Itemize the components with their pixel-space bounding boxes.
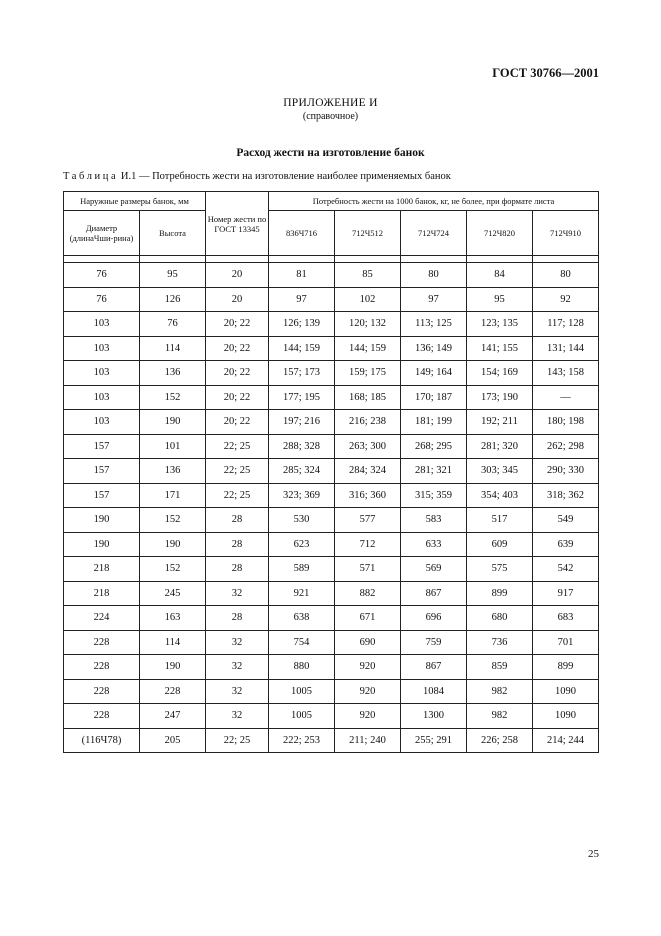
table-cell: 103 (64, 410, 140, 435)
table-cell: 152 (140, 385, 206, 410)
table-row (64, 532, 599, 557)
gap-cell (64, 256, 140, 263)
table-cell: 168; 185 (335, 385, 401, 410)
header-consumption: Потребность жести на 1000 банок, кг, не более, при формате листа (269, 192, 599, 211)
table-cell: 81 (269, 263, 335, 288)
table-cell: 1005 (269, 704, 335, 729)
table-cell: 318; 362 (533, 483, 599, 508)
table-cell: 671 (335, 606, 401, 631)
table-row (64, 459, 599, 484)
table-cell: 85 (335, 263, 401, 288)
table-cell: 712 (335, 532, 401, 557)
table-cell: 211; 240 (335, 728, 401, 753)
table-cell: 20 (206, 287, 269, 312)
table-cell: 1090 (533, 704, 599, 729)
table-cell: 917 (533, 581, 599, 606)
table-cell: 982 (467, 704, 533, 729)
table-row (64, 410, 599, 435)
header-format: 712Ч724 (401, 211, 467, 256)
table-cell: 867 (401, 581, 467, 606)
header-height: Высота (140, 211, 206, 256)
table-cell: 80 (533, 263, 599, 288)
table-cell: 633 (401, 532, 467, 557)
table-cell: 290; 330 (533, 459, 599, 484)
table-cell: 288; 328 (269, 434, 335, 459)
table-cell: 28 (206, 557, 269, 582)
table-cell: 920 (335, 704, 401, 729)
table-cell: 1084 (401, 679, 467, 704)
table-cell: 899 (467, 581, 533, 606)
table-cell: 157 (64, 459, 140, 484)
table-cell: 228 (64, 655, 140, 680)
table-cell: 569 (401, 557, 467, 582)
gap-cell (335, 256, 401, 263)
table-cell: 103 (64, 385, 140, 410)
table-cell: 102 (335, 287, 401, 312)
table-cell: 701 (533, 630, 599, 655)
table-cell: 141; 155 (467, 336, 533, 361)
table-row (64, 508, 599, 533)
table-cell: 354; 403 (467, 483, 533, 508)
table-cell: 575 (467, 557, 533, 582)
table-row (64, 704, 599, 729)
table-cell: 152 (140, 557, 206, 582)
table-cell: 144; 159 (335, 336, 401, 361)
table-row (64, 483, 599, 508)
table-cell: 136 (140, 361, 206, 386)
table-cell: 173; 190 (467, 385, 533, 410)
table-cell: 882 (335, 581, 401, 606)
table-cell: 113; 125 (401, 312, 467, 337)
table-cell: 103 (64, 361, 140, 386)
table-cell: 32 (206, 581, 269, 606)
table-cell: 1005 (269, 679, 335, 704)
table-cell: 190 (140, 655, 206, 680)
header-tin-number: Номер жести по ГОСТ 13345 (206, 192, 269, 256)
table-cell: 22; 25 (206, 459, 269, 484)
table-cell: 1090 (533, 679, 599, 704)
table-cell: 143; 158 (533, 361, 599, 386)
table-cell: 149; 164 (401, 361, 467, 386)
table-cell: 152 (140, 508, 206, 533)
table-cell: 20; 22 (206, 361, 269, 386)
table-cell: 126; 139 (269, 312, 335, 337)
table-cell: 222; 253 (269, 728, 335, 753)
table-cell: 190 (64, 508, 140, 533)
table-cell: 683 (533, 606, 599, 631)
table-cell: 80 (401, 263, 467, 288)
header-diameter: Диаметр (длинаЧши-рина) (64, 211, 140, 256)
table-cell: 92 (533, 287, 599, 312)
table-cell: 228 (64, 630, 140, 655)
table-cell: 899 (533, 655, 599, 680)
table-cell: 154; 169 (467, 361, 533, 386)
table-cell: 281; 321 (401, 459, 467, 484)
table-cell: 123; 135 (467, 312, 533, 337)
gap-cell (401, 256, 467, 263)
consumption-table (63, 191, 599, 753)
table-row (64, 385, 599, 410)
table-cell: 245 (140, 581, 206, 606)
appendix-subtitle: (справочное) (302, 111, 359, 122)
table-cell: 205 (140, 728, 206, 753)
table-cell: 228 (140, 679, 206, 704)
table-row (64, 336, 599, 361)
table-cell: 190 (64, 532, 140, 557)
table-cell: 84 (467, 263, 533, 288)
table-cell: 982 (467, 679, 533, 704)
table-cell: 571 (335, 557, 401, 582)
table-cell: 549 (533, 508, 599, 533)
table-cell: 759 (401, 630, 467, 655)
document-code: ГОСТ 30766—2001 (492, 66, 599, 80)
table-cell: 192; 211 (467, 410, 533, 435)
table-cell: 32 (206, 679, 269, 704)
table-cell: 163 (140, 606, 206, 631)
table-cell: 315; 359 (401, 483, 467, 508)
table-cell: 197; 216 (269, 410, 335, 435)
gap-cell (206, 256, 269, 263)
table-cell: 190 (140, 410, 206, 435)
table-cell: 76 (64, 287, 140, 312)
table-cell: 180; 198 (533, 410, 599, 435)
table-row (64, 263, 599, 288)
table-cell: 268; 295 (401, 434, 467, 459)
table-row (64, 557, 599, 582)
gap-cell (269, 256, 335, 263)
table-cell: 284; 324 (335, 459, 401, 484)
table-cell: 120; 132 (335, 312, 401, 337)
table-cell: 867 (401, 655, 467, 680)
table-cell: 136 (140, 459, 206, 484)
gap-cell (140, 256, 206, 263)
table-cell: 589 (269, 557, 335, 582)
table-cell: 103 (64, 312, 140, 337)
table-row (64, 606, 599, 631)
table-cell: 542 (533, 557, 599, 582)
table-cell: 95 (467, 287, 533, 312)
table-cell: 97 (269, 287, 335, 312)
table-row (64, 434, 599, 459)
table-cell: 126 (140, 287, 206, 312)
table-cell: 218 (64, 557, 140, 582)
table-cell: 316; 360 (335, 483, 401, 508)
gap-cell (467, 256, 533, 263)
table-row (64, 679, 599, 704)
table-cell: 577 (335, 508, 401, 533)
appendix-title: ПРИЛОЖЕНИЕ И (283, 97, 378, 109)
header-format: 712Ч820 (467, 211, 533, 256)
table-cell: 285; 324 (269, 459, 335, 484)
table-cell: 157 (64, 434, 140, 459)
header-format: 712Ч512 (335, 211, 401, 256)
table-cell: 22; 25 (206, 728, 269, 753)
table-cell: 32 (206, 655, 269, 680)
table-cell: 583 (401, 508, 467, 533)
table-cell: 20 (206, 263, 269, 288)
table-cell: 263; 300 (335, 434, 401, 459)
table-cell: 136; 149 (401, 336, 467, 361)
table-cell: 76 (140, 312, 206, 337)
table-cell: 920 (335, 655, 401, 680)
table-cell: 76 (64, 263, 140, 288)
table-cell: 181; 199 (401, 410, 467, 435)
table-cell: 639 (533, 532, 599, 557)
table-cell: (116Ч78) (64, 728, 140, 753)
table-row (64, 728, 599, 753)
table-cell: 97 (401, 287, 467, 312)
table-cell: 190 (140, 532, 206, 557)
table-cell: 32 (206, 704, 269, 729)
page-number: 25 (588, 848, 599, 860)
table-cell: 170; 187 (401, 385, 467, 410)
table-cell: 22; 25 (206, 434, 269, 459)
table-cell: 20; 22 (206, 385, 269, 410)
table-cell: 736 (467, 630, 533, 655)
caption-label: Таблица (63, 171, 119, 182)
table-cell: 609 (467, 532, 533, 557)
table-cell: 623 (269, 532, 335, 557)
table-row (64, 312, 599, 337)
table-cell: 228 (64, 704, 140, 729)
table-cell: 690 (335, 630, 401, 655)
table-cell: 226; 258 (467, 728, 533, 753)
table-cell: 22; 25 (206, 483, 269, 508)
table-cell: 131; 144 (533, 336, 599, 361)
table-cell: 20; 22 (206, 312, 269, 337)
table-cell: 216; 238 (335, 410, 401, 435)
table-cell: 20; 22 (206, 410, 269, 435)
table-cell: 921 (269, 581, 335, 606)
table-cell: 530 (269, 508, 335, 533)
table-cell: 20; 22 (206, 336, 269, 361)
header-gap-row (64, 256, 599, 263)
caption-number: И.1 (120, 171, 137, 182)
table-cell: 323; 369 (269, 483, 335, 508)
table-cell: 114 (140, 630, 206, 655)
table-cell: 157 (64, 483, 140, 508)
table-cell: 28 (206, 532, 269, 557)
table-cell: 177; 195 (269, 385, 335, 410)
table-cell: 680 (467, 606, 533, 631)
header-format: 836Ч716 (269, 211, 335, 256)
table-cell: 157; 173 (269, 361, 335, 386)
table-cell: 159; 175 (335, 361, 401, 386)
table-cell: 171 (140, 483, 206, 508)
table-cell: 214; 244 (533, 728, 599, 753)
table-caption (63, 171, 451, 182)
table-cell: 144; 159 (269, 336, 335, 361)
table-cell: — (533, 385, 599, 410)
table-cell: 1300 (401, 704, 467, 729)
table-cell: 880 (269, 655, 335, 680)
table-row (64, 630, 599, 655)
table-cell: 32 (206, 630, 269, 655)
table-cell: 696 (401, 606, 467, 631)
table-cell: 247 (140, 704, 206, 729)
table-cell: 117; 128 (533, 312, 599, 337)
table-cell: 103 (64, 336, 140, 361)
table-cell: 754 (269, 630, 335, 655)
section-title: Расход жести на изготовление банок (236, 147, 425, 159)
table-cell: 303; 345 (467, 459, 533, 484)
table-cell: 114 (140, 336, 206, 361)
table-cell: 224 (64, 606, 140, 631)
caption-text: — Потребность жести на изготовление наиболее применяемых банок (136, 171, 451, 182)
table-cell: 859 (467, 655, 533, 680)
table-cell: 101 (140, 434, 206, 459)
table-cell: 262; 298 (533, 434, 599, 459)
gap-cell (533, 256, 599, 263)
table-row (64, 287, 599, 312)
table-cell: 517 (467, 508, 533, 533)
table-cell: 28 (206, 508, 269, 533)
table-cell: 228 (64, 679, 140, 704)
table-row (64, 655, 599, 680)
table-cell: 920 (335, 679, 401, 704)
header-format: 712Ч910 (533, 211, 599, 256)
table-cell: 281; 320 (467, 434, 533, 459)
table-cell: 638 (269, 606, 335, 631)
table-cell: 95 (140, 263, 206, 288)
table-row (64, 581, 599, 606)
table-cell: 255; 291 (401, 728, 467, 753)
header-outer-dimensions: Наружные размеры банок, мм (64, 192, 206, 211)
table-cell: 28 (206, 606, 269, 631)
table-cell: 218 (64, 581, 140, 606)
table-row (64, 361, 599, 386)
